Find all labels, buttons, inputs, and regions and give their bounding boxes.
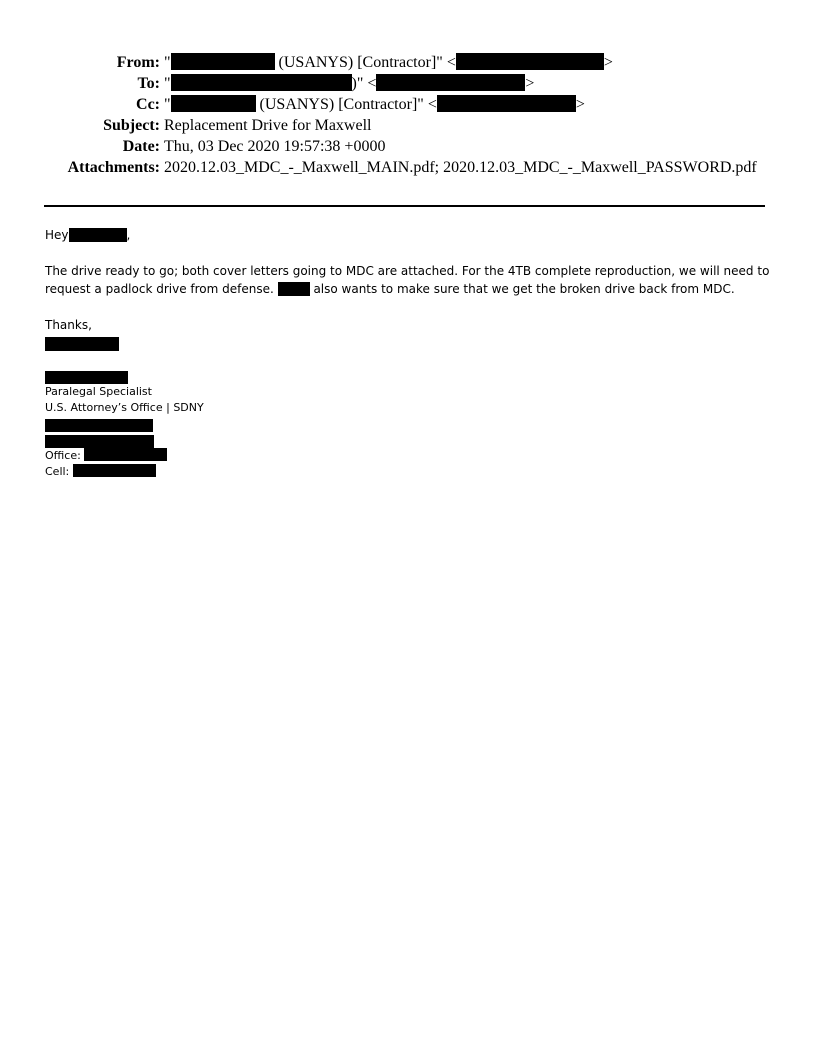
- redaction-block: [278, 282, 310, 296]
- attachments-value: 2020.12.03_MDC_-_Maxwell_MAIN.pdf; 2020.12.03_MDC_-_Maxwell_PASSWORD.pdf: [164, 159, 757, 176]
- from-close: >: [603, 54, 613, 71]
- redaction-block: [171, 95, 256, 112]
- date-label: Date:: [122, 138, 160, 155]
- from-quote: ": [164, 54, 171, 71]
- to-mid: )" <: [351, 75, 377, 92]
- cc-org: (USANYS) [Contractor]" <: [255, 96, 437, 113]
- date-value: Thu, 03 Dec 2020 19:57:38 +0000: [164, 138, 386, 155]
- attachments-label: Attachments:: [67, 159, 160, 176]
- message-paragraph: [45, 262, 771, 298]
- signature-block: [45, 371, 204, 480]
- message-part1: The drive ready to go; both cover letters going to MDC are attached. For the 4TB complete reproduction, we will need to request a padlock drive from defense.: [45, 264, 770, 296]
- redaction-block: [84, 448, 167, 461]
- from-value: [164, 52, 613, 73]
- subject-value: Replacement Drive for Maxwell: [164, 117, 372, 134]
- greeting: [45, 226, 775, 244]
- redaction-block: [456, 53, 604, 70]
- redaction-block: [171, 53, 275, 70]
- signature-office-phone: [45, 448, 204, 464]
- redaction-block: [437, 95, 576, 112]
- redaction-block: [171, 74, 352, 91]
- email-body: [45, 226, 775, 351]
- signature-cell-phone: [45, 464, 204, 480]
- redaction-block: [45, 371, 128, 384]
- office-label: Office:: [45, 449, 85, 462]
- subject-row: [0, 115, 816, 136]
- to-value: [164, 73, 534, 94]
- closing: Thanks,: [45, 318, 92, 332]
- to-label: To:: [137, 75, 160, 92]
- greeting-start: Hey: [45, 228, 69, 242]
- cc-close: >: [575, 96, 585, 113]
- cell-label: Cell:: [45, 465, 73, 478]
- redaction-block: [45, 337, 119, 351]
- message-part2: also wants to make sure that we get the broken drive back from MDC.: [309, 282, 735, 296]
- from-org: (USANYS) [Contractor]" <: [274, 54, 456, 71]
- cc-label: Cc:: [136, 96, 160, 113]
- cc-row: [0, 94, 816, 115]
- from-label: From:: [116, 54, 160, 71]
- signature-title: Paralegal Specialist: [45, 385, 152, 398]
- header-divider: [44, 205, 765, 207]
- cc-value: [164, 94, 585, 115]
- redaction-block: [69, 228, 127, 242]
- from-row: [0, 52, 816, 73]
- attachments-row: [0, 157, 816, 178]
- subject-label: Subject:: [103, 117, 160, 134]
- signature-office: U.S. Attorney’s Office | SDNY: [45, 401, 204, 414]
- redaction-block: [376, 74, 525, 91]
- redaction-block: [45, 435, 154, 448]
- to-close: >: [525, 75, 535, 92]
- redaction-block: [73, 464, 156, 477]
- to-quote: ": [164, 75, 171, 92]
- redaction-block: [45, 419, 153, 432]
- to-row: [0, 73, 816, 94]
- date-row: [0, 136, 816, 157]
- email-header: [0, 52, 816, 178]
- cc-quote: ": [164, 96, 171, 113]
- greeting-end: ,: [126, 228, 131, 242]
